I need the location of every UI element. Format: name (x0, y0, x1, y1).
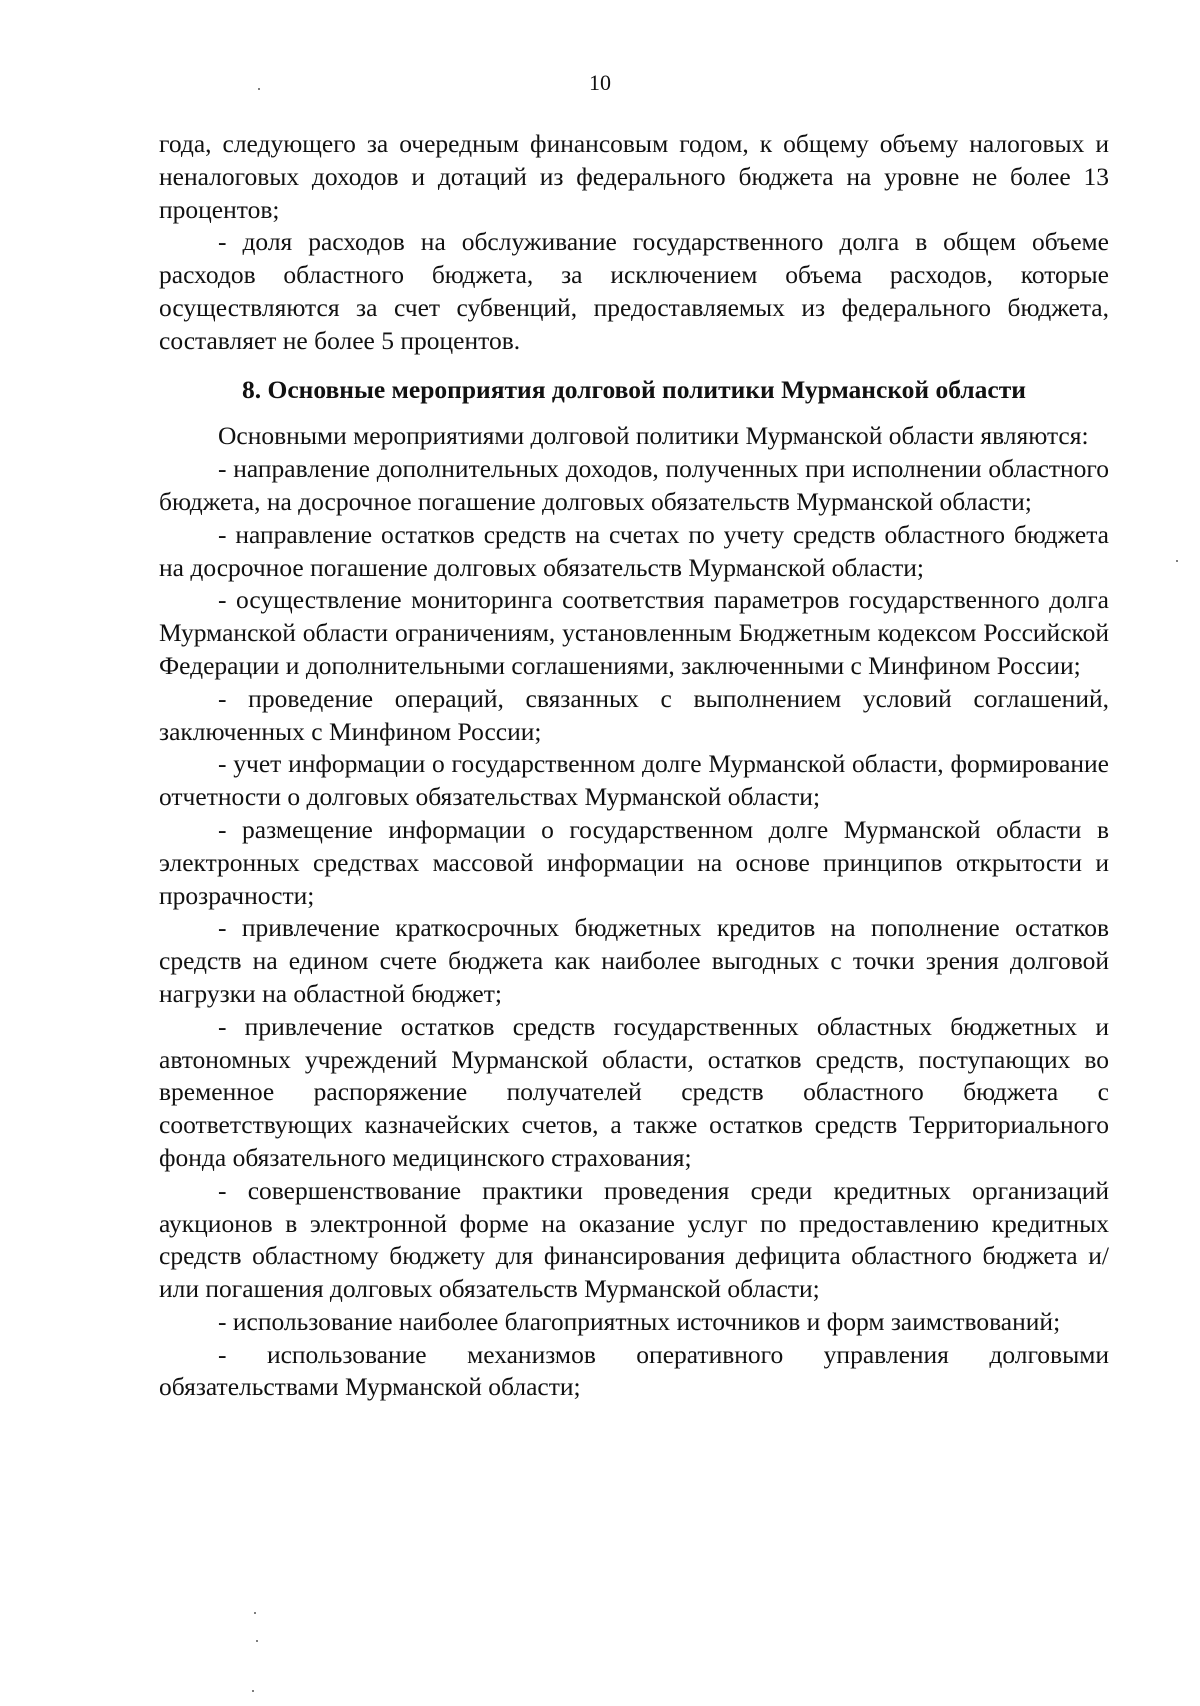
scan-speck (256, 1640, 258, 1642)
measure-item: - проведение операций, связанных с выполнением условий соглашений, заключенных с Минфином России; (159, 683, 1109, 746)
scan-speck (258, 88, 260, 90)
measure-item: - использование наиболее благоприятных источников и форм заимствований; (218, 1306, 1061, 1336)
measure-item: - направление дополнительных доходов, полученных при исполнении областного бюджета, на досрочное погашение долговых обязательств Мурманской области; (159, 454, 1109, 516)
measure-item: - осуществление мониторинга соответствия параметров государственного долга Мурманской области ограничениям, установленным Бюджетным кодексом Российской Федерации и дополнительными соглашениями, заключенными с Минфином России; (159, 585, 1109, 680)
document-body (159, 128, 1109, 1404)
page-number: 10 (589, 70, 611, 95)
measure-item: - совершенствование практики проведения среди кредитных организаций аукционов в электронной форме на оказание услуг по предоставлению кредитных средств областному бюджету для финансирования дефицита областного бюджета и/или погашения долговых обязательств Мурманской области; (159, 1175, 1109, 1304)
measure-item: - привлечение остатков средств государственных областных бюджетных и автономных учреждений Мурманской области, остатков средств, поступающих во временное распоряжение получателей средств областного бюджета с соответствующих казначейских счетов, а также остатков средств Территориального фонда обязательного медицинского страхования; (159, 1011, 1109, 1172)
paragraph-continuation: года, следующего за очередным финансовым годом, к общему объему налоговых и неналоговых доходов и дотаций из федерального бюджета на уровне не более 13 процентов; (159, 129, 1109, 224)
measure-item: - учет информации о государственном долге Мурманской области, формирование отчетности о долговых обязательствах Мурманской области; (159, 749, 1109, 812)
scan-speck (252, 1690, 254, 1692)
measure-item: - привлечение краткосрочных бюджетных кредитов на пополнение остатков средств на едином счете бюджета как наиболее выгодных с точки зрения долговой нагрузки на областной бюджет; (159, 913, 1109, 1008)
section-heading: 8. Основные мероприятия долговой политики Мурманской области (242, 374, 1026, 404)
scan-speck (1176, 560, 1178, 562)
section-intro: Основными мероприятиями долговой политики Мурманской области являются: (218, 421, 1089, 451)
measure-item: - размещение информации о государственном долге Мурманской области в электронных средствах массовой информации на основе принципов открытости и прозрачности; (159, 814, 1109, 910)
measure-item: - направление остатков средств на счетах по учету средств областного бюджета на досрочное погашение долговых обязательств Мурманской области; (159, 519, 1109, 582)
measure-item: - использование механизмов оперативного управления долговыми обязательствами Мурманской области; (159, 1339, 1109, 1402)
scan-speck (254, 1612, 256, 1614)
paragraph-debt-service-share: - доля расходов на обслуживание государственного долга в общем объеме расходов областного бюджета, за исключением объема расходов, которые осуществляются за счет субвенций, предоставляемых из федерального бюджета, составляет не более 5 процентов. (159, 227, 1109, 355)
